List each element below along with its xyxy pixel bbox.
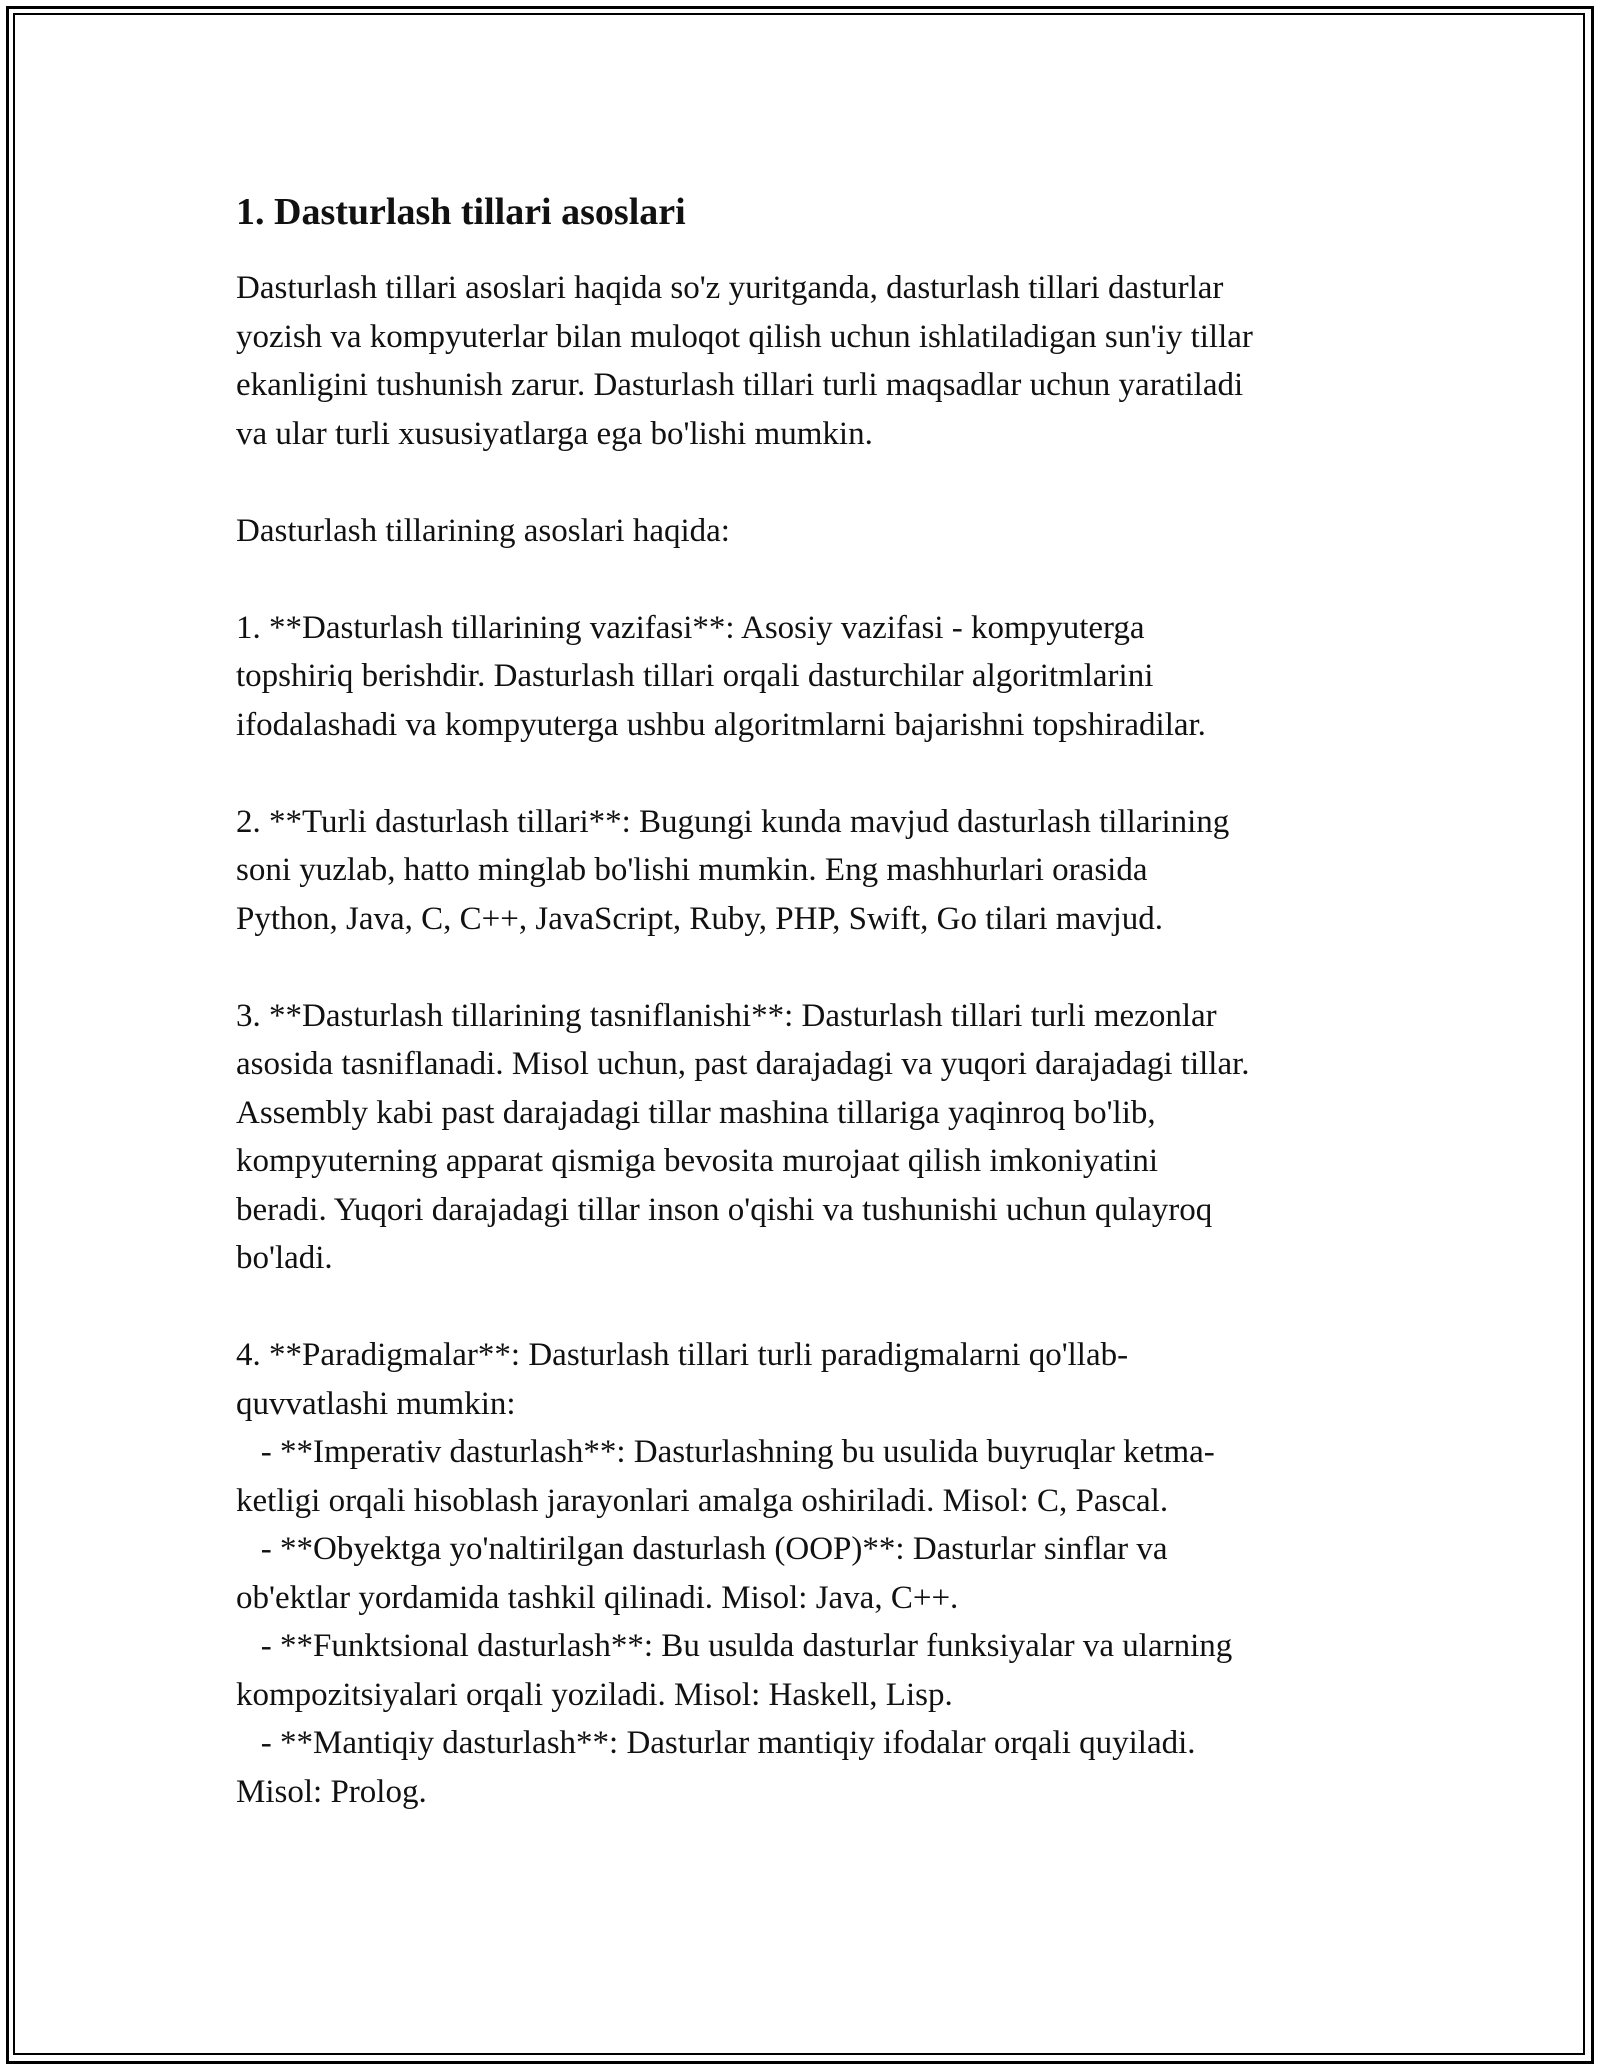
text-line: bo'ladi. (236, 1240, 333, 1276)
intro-paragraph (236, 264, 1386, 458)
text-line: soni yuzlab, hatto minglab bo'lishi mumkin. Eng mashhurlari orasida (236, 852, 1148, 888)
text-line: Dasturlash tillarining asoslari haqida: (236, 512, 730, 549)
text-line: Misol: Prolog. (236, 1773, 427, 1810)
text-line: quvvatlashi mumkin: (236, 1385, 516, 1422)
sub-list-line: - **Imperativ dasturlash**: Dasturlashning bu usulida buyruqlar ketma- (236, 1434, 1215, 1470)
list-item-2 (236, 798, 1386, 944)
document-body (236, 186, 1386, 1865)
sub-list-line: - **Funktsional dasturlash**: Bu usulda dasturlar funksiyalar va ularning (236, 1628, 1233, 1664)
text-line: kompyuterning apparat qismiga bevosita murojaat qilish imkoniyatini (236, 1143, 1159, 1179)
text-line: Assembly kabi past darajadagi tillar mashina tillariga yaqinroq bo'lib, (236, 1094, 1156, 1131)
text-line: 3. **Dasturlash tillarining tasniflanishi**: Dasturlash tillari turli mezonlar (236, 997, 1217, 1034)
text-line: 1. **Dasturlash tillarining vazifasi**: Asosiy vazifasi - kompyuterga (236, 609, 1145, 646)
list-item-4 (236, 1331, 1386, 1816)
list-item-1 (236, 604, 1386, 750)
text-line: kompozitsiyalari orqali yoziladi. Misol: Haskell, Lisp. (236, 1676, 953, 1713)
text-line: ekanligini tushunish zarur. Dasturlash tillari turli maqsadlar uchun yaratiladi (236, 367, 1244, 403)
text-line: Python, Java, C, C++, JavaScript, Ruby, PHP, Swift, Go tilari mavjud. (236, 900, 1163, 937)
text-line: ob'ektlar yordamida tashkil qilinadi. Misol: Java, C++. (236, 1579, 959, 1616)
text-line: ifodalashadi va kompyuterga ushbu algoritmlarni bajarishni topshiradilar. (236, 706, 1206, 743)
text-line: asosida tasniflanadi. Misol uchun, past darajadagi va yuqori darajadagi tillar. (236, 1046, 1250, 1082)
sub-list-line: - **Mantiqiy dasturlash**: Dasturlar mantiqiy ifodalar orqali quyiladi. (236, 1725, 1196, 1761)
text-line: Dasturlash tillari asoslari haqida so'z yuritganda, dasturlash tillari dasturlar (236, 270, 1224, 306)
text-line: 2. **Turli dasturlash tillari**: Bugungi kunda mavjud dasturlash tillarining (236, 803, 1230, 840)
list-item-3 (236, 992, 1386, 1283)
page-title: 1. Dasturlash tillari asoslari (236, 191, 686, 233)
text-line: ketligi orqali hisoblash jarayonlari amalga oshiriladi. Misol: C, Pascal. (236, 1482, 1169, 1519)
text-line: beradi. Yuqori darajadagi tillar inson o'qishi va tushunishi uchun qulayroq (236, 1191, 1213, 1228)
text-line: yozish va kompyuterlar bilan muloqot qilish uchun ishlatiladigan sun'iy tillar (236, 318, 1253, 355)
lead-in-paragraph (236, 507, 1386, 556)
text-line: va ular turli xususiyatlarga ega bo'lishi mumkin. (236, 415, 873, 452)
sub-list-line: - **Obyektga yo'naltirilgan dasturlash (OOP)**: Dasturlar sinflar va (236, 1531, 1168, 1567)
text-line: 4. **Paradigmalar**: Dasturlash tillari turli paradigmalarni qo'llab- (236, 1337, 1129, 1373)
text-line: topshiriq berishdir. Dasturlash tillari orqali dasturchilar algoritmlarini (236, 658, 1154, 694)
